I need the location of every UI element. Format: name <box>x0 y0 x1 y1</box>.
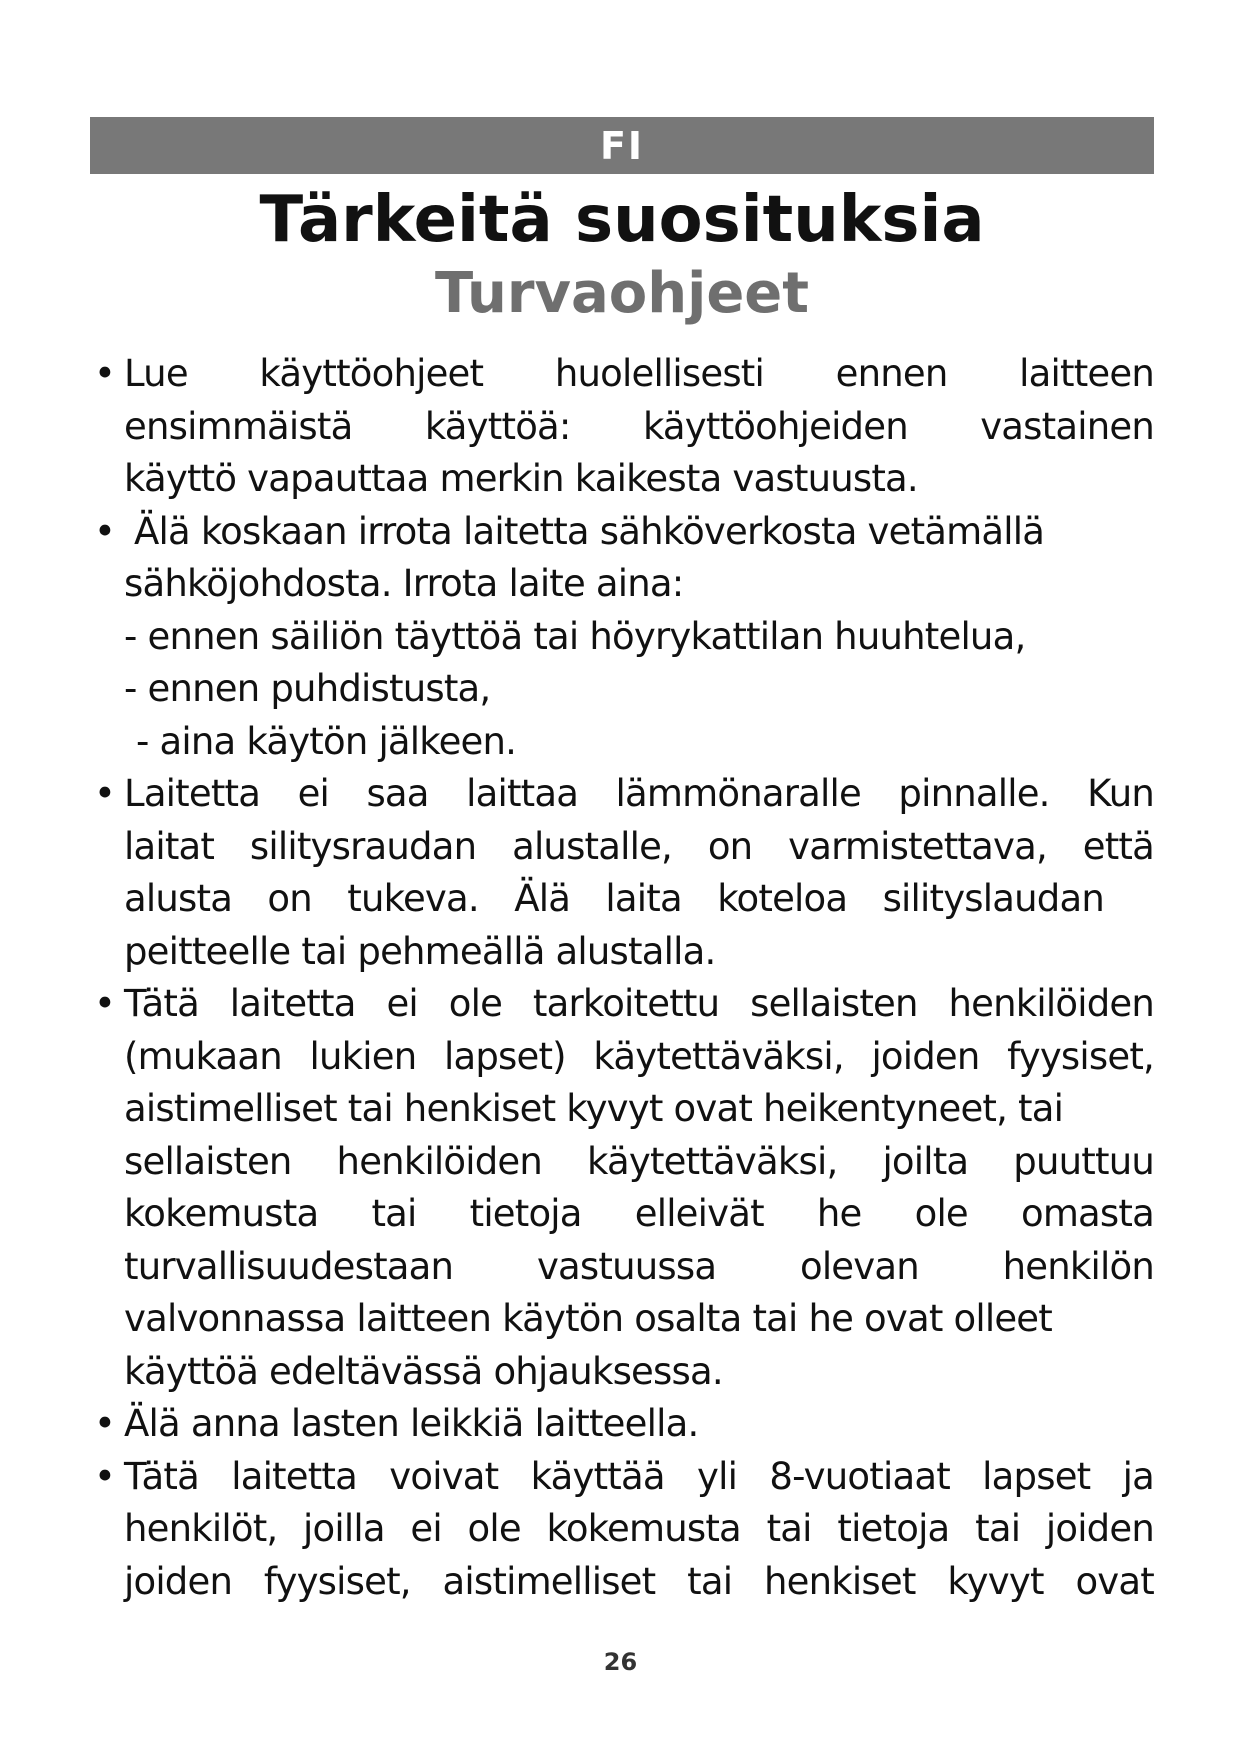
bullet-icon: • <box>94 1402 116 1445</box>
list-item-line: kokemusta tai tietoja elleivät he ole omasta <box>124 1192 1154 1235</box>
safety-instructions-list <box>90 348 1154 1608</box>
bullet-icon: • <box>94 982 116 1025</box>
list-item-line: Laitetta ei saa laittaa lämmönaralle pinnalle. Kun <box>124 772 1154 815</box>
bullet-icon: • <box>94 1454 116 1498</box>
page-subtitle: Turvaohjeet <box>434 261 810 326</box>
page-title: Tärkeitä suosituksia <box>259 183 985 257</box>
list-item-line: aistimelliset tai henkiset kyvyt ovat heikentyneet, tai <box>124 1087 1064 1130</box>
list-item-line: Älä anna lasten leikkiä laitteella. <box>124 1402 699 1445</box>
list-item-line: - aina käytön jälkeen. <box>136 719 517 763</box>
list-item <box>90 506 1154 769</box>
list-item <box>90 1398 1154 1451</box>
language-header-bar <box>90 117 1154 174</box>
list-item-line: - ennen säiliön täyttöä tai höyrykattilan huuhtelua, <box>124 614 1026 658</box>
list-item <box>90 1451 1154 1609</box>
list-item-line: Tätä laitetta ei ole tarkoitettu sellaisten henkilöiden <box>124 982 1154 1025</box>
bullet-icon: • <box>94 509 116 553</box>
list-item-line: (mukaan lukien lapset) käytettäväksi, joiden fyysiset, <box>124 1034 1154 1078</box>
list-item-line: valvonnassa laitteen käytön osalta tai he ovat olleet <box>124 1297 1052 1340</box>
list-item-line: sellaisten henkilöiden käytettäväksi, joilta puuttuu <box>124 1139 1154 1183</box>
list-item-line: henkilöt, joilla ei ole kokemusta tai tietoja tai joiden <box>124 1507 1154 1550</box>
list-item <box>90 768 1154 978</box>
list-item-line: turvallisuudestaan vastuussa olevan henkilön <box>124 1244 1154 1288</box>
list-item-line: peitteelle tai pehmeällä alustalla. <box>124 929 716 973</box>
list-item-line: käyttö vapauttaa merkin kaikesta vastuusta. <box>124 457 918 500</box>
list-item-line: sähköjohdosta. Irrota laite aina: <box>124 562 684 605</box>
list-item-line: ensimmäistä käyttöä: käyttöohjeiden vastainen <box>124 404 1154 448</box>
list-item-line: käyttöä edeltävässä ohjauksessa. <box>124 1349 723 1393</box>
page-number: 26 <box>603 1648 638 1676</box>
list-item-line: Tätä laitetta voivat käyttää yli 8-vuotiaat lapset ja <box>124 1454 1154 1498</box>
list-item-line: Älä koskaan irrota laitetta sähköverkosta vetämällä <box>134 509 1045 553</box>
list-item <box>90 348 1154 506</box>
list-item-line: - ennen puhdistusta, <box>124 667 491 710</box>
language-code: FI <box>599 123 645 168</box>
bullet-icon: • <box>94 352 116 395</box>
list-item <box>90 978 1154 1398</box>
bullet-icon: • <box>94 772 116 815</box>
list-item-line: laitat silitysraudan alustalle, on varmistettava, että <box>124 824 1154 868</box>
list-item-line: Lue käyttöohjeet huolellisesti ennen laitteen <box>124 352 1154 395</box>
list-item-line: joiden fyysiset, aistimelliset tai henkiset kyvyt ovat <box>124 1559 1154 1603</box>
list-item-line: alusta on tukeva. Älä laita koteloa silityslaudan <box>124 877 1104 920</box>
